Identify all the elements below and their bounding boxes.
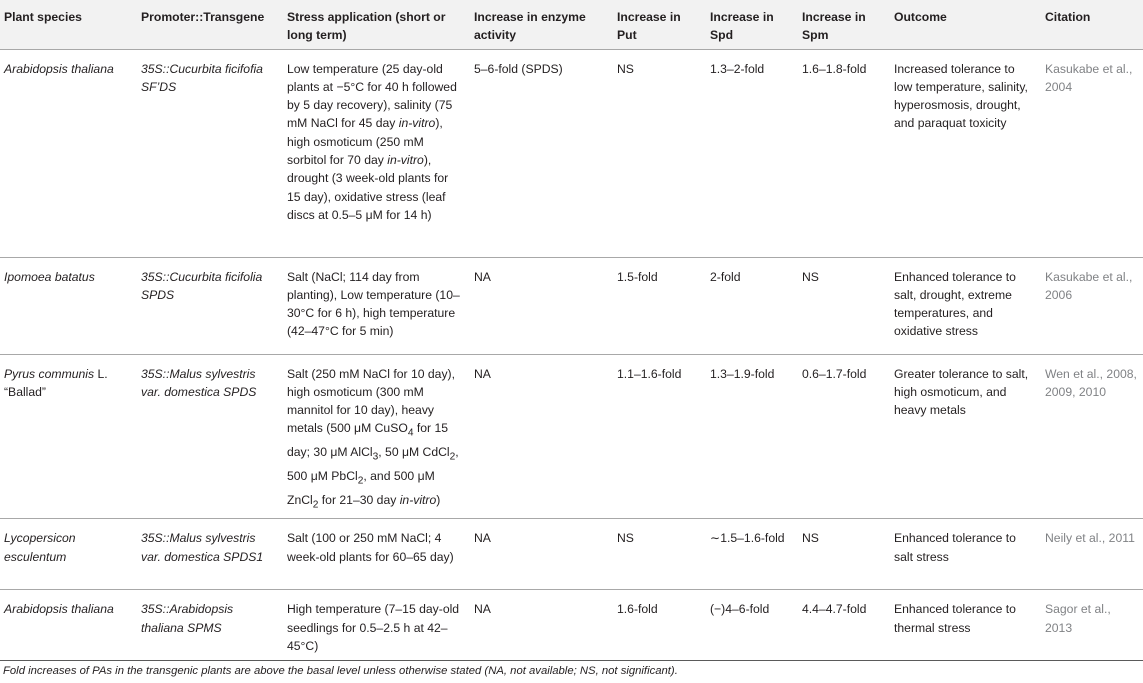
header-put: Increase in Put [613, 0, 706, 49]
table-row [0, 354, 1143, 519]
put-cell: NS [613, 49, 706, 257]
spm-cell: NS [798, 519, 890, 590]
enzyme-cell: NA [470, 519, 613, 590]
stress-cell: Salt (100 or 250 mM NaCl; 4 week-old plants for 60–65 day) [283, 519, 470, 590]
transgene-cell: 35S::Malus sylvestris var. domestica SPDS1 [137, 519, 283, 590]
spm-cell: 0.6–1.7-fold [798, 354, 890, 519]
put-cell: 1.5-fold [613, 257, 706, 354]
enzyme-cell: NA [470, 257, 613, 354]
transgene-cell: 35S::Cucurbita ficifofia SF’DS [137, 49, 283, 257]
outcome-cell: Increased tolerance to low temperature, salinity, hyperosmosis, drought, and paraquat toxicity [890, 49, 1041, 257]
header-enzyme-activity: Increase in enzyme activity [470, 0, 613, 49]
header-spd: Increase in Spd [706, 0, 798, 49]
outcome-cell: Greater tolerance to salt, high osmoticum, and heavy metals [890, 354, 1041, 519]
put-cell: 1.1–1.6-fold [613, 354, 706, 519]
outcome-cell: Enhanced tolerance to salt stress [890, 519, 1041, 590]
citation-cell: Sagor et al., 2013 [1041, 590, 1143, 661]
table-row [0, 49, 1143, 257]
citation-cell: Wen et al., 2008, 2009, 2010 [1041, 354, 1143, 519]
enzyme-cell: NA [470, 590, 613, 661]
outcome-cell: Enhanced tolerance to salt, drought, extreme temperatures, and oxidative stress [890, 257, 1041, 354]
header-outcome: Outcome [890, 0, 1041, 49]
species-cell: Arabidopsis thaliana [0, 49, 137, 257]
header-row [0, 0, 1143, 49]
transgene-cell: 35S::Arabidopsis thaliana SPMS [137, 590, 283, 661]
spm-cell: 4.4–4.7-fold [798, 590, 890, 661]
spm-cell: 1.6–1.8-fold [798, 49, 890, 257]
put-cell: 1.6-fold [613, 590, 706, 661]
header-plant-species: Plant species [0, 0, 137, 49]
species-cell: Ipomoea batatus [0, 257, 137, 354]
stress-cell: Salt (NaCl; 114 day from planting), Low temperature (10–30°C for 6 h), high temperature (42–47°C for 5 min) [283, 257, 470, 354]
spd-cell: ∼1.5–1.6-fold [706, 519, 798, 590]
enzyme-cell: NA [470, 354, 613, 519]
header-citation: Citation [1041, 0, 1143, 49]
put-cell: NS [613, 519, 706, 590]
citation-cell: Kasukabe et al., 2006 [1041, 257, 1143, 354]
header-spm: Increase in Spm [798, 0, 890, 49]
outcome-cell: Enhanced tolerance to thermal stress [890, 590, 1041, 661]
spm-cell: NS [798, 257, 890, 354]
spd-cell: 1.3–1.9-fold [706, 354, 798, 519]
table-row [0, 257, 1143, 354]
stress-cell: Salt (250 mM NaCl for 10 day), high osmoticum (300 mM mannitol for 10 day), heavy metals (500 μM CuSO$_4$ for 15 day; 30 μM AlCl$_3$, 50 μM CdCl$_2$, 500 μM PbCl$_2$, and 500 μM ZnCl$_2$ for 21–30 day in-vitro) [283, 354, 470, 519]
header-promoter-transgene: Promoter::Transgene [137, 0, 283, 49]
table-row [0, 519, 1143, 590]
spd-cell: 1.3–2-fold [706, 49, 798, 257]
table-row [0, 590, 1143, 661]
citation-cell: Kasukabe et al., 2004 [1041, 49, 1143, 257]
species-cell: Arabidopsis thaliana [0, 590, 137, 661]
species-cell: Pyrus communis L. “Ballad” [0, 354, 137, 519]
transgene-cell: 35S::Malus sylvestris var. domestica SPDS [137, 354, 283, 519]
transgene-cell: 35S::Cucurbita ficifolia SPDS [137, 257, 283, 354]
spd-cell: (−)4–6-fold [706, 590, 798, 661]
header-stress-application: Stress application (short or long term) [283, 0, 470, 49]
enzyme-cell: 5–6-fold (SPDS) [470, 49, 613, 257]
stress-cell: Low temperature (25 day-old plants at −5°C for 40 h followed by 5 day recovery), salinity (75 mM NaCl for 45 day in-vitro), high osmoticum (250 mM sorbitol for 70 day in-vitro), drought (3 week-old plants for 15 day), oxidative stress (leaf discs at 0.5–5 μM for 14 h) [283, 49, 470, 257]
citation-cell: Neily et al., 2011 [1041, 519, 1143, 590]
table-footnote: Fold increases of PAs in the transgenic plants are above the basal level unless otherwise stated (NA, not available; NS, not significant). [3, 665, 678, 677]
species-cell: Lycopersicon esculentum [0, 519, 137, 590]
spd-cell: 2-fold [706, 257, 798, 354]
stress-cell: High temperature (7–15 day-old seedlings for 0.5–2.5 h at 42–45°C) [283, 590, 470, 661]
